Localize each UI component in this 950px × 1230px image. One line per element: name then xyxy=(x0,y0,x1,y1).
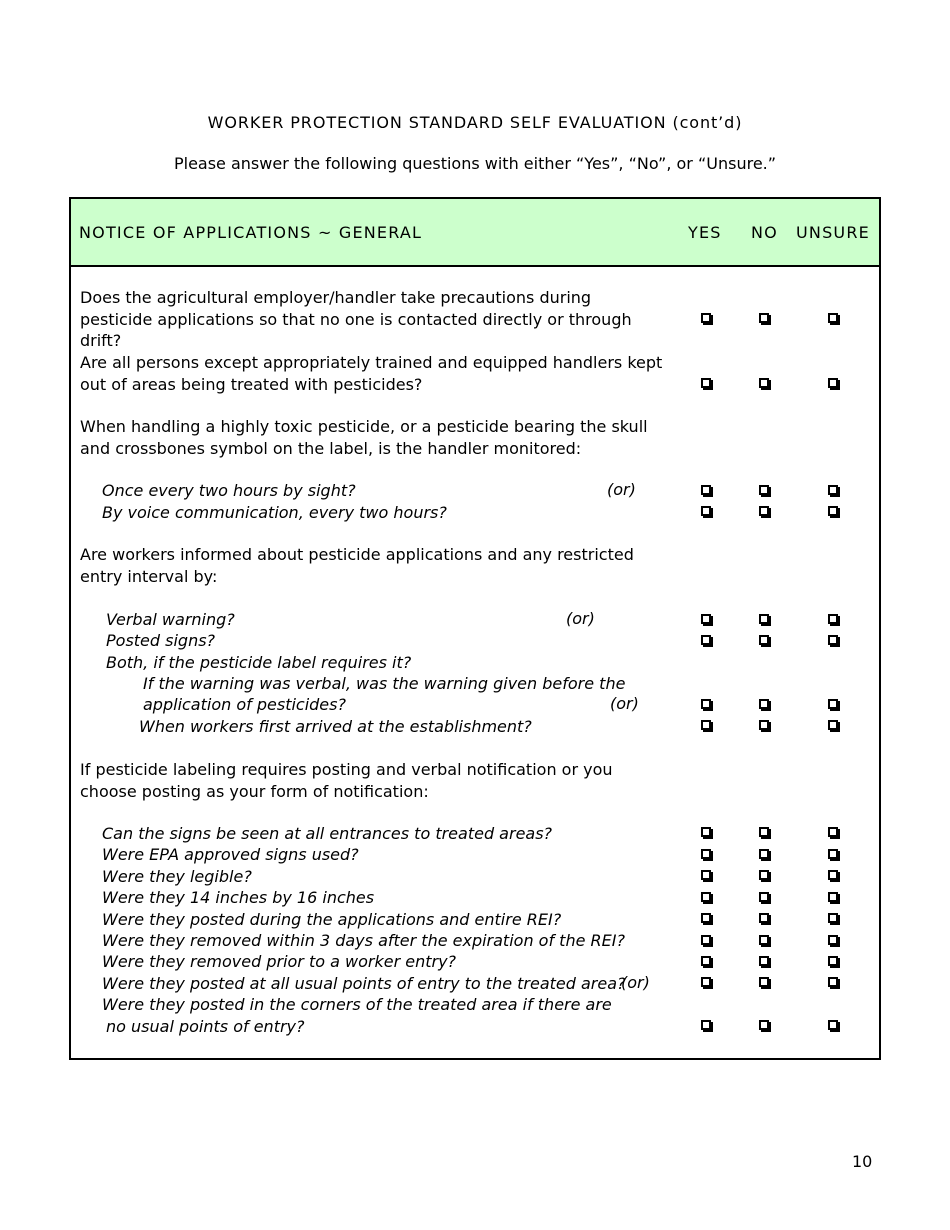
column-no: NO xyxy=(751,223,778,242)
option-removed-prior: Were they removed prior to a worker entry? xyxy=(102,952,457,971)
checkbox-yes[interactable] xyxy=(701,913,711,923)
checkbox-no[interactable] xyxy=(759,313,769,323)
checkbox-unsure[interactable] xyxy=(828,870,838,880)
instructions: Please answer the following questions with either “Yes”, “No”, or “Unsure.” xyxy=(173,154,777,173)
checkbox-unsure[interactable] xyxy=(828,1020,838,1030)
checkbox-yes[interactable] xyxy=(701,313,711,323)
checkbox-no[interactable] xyxy=(759,892,769,902)
option-both: Both, if the pesticide label requires it? xyxy=(106,653,412,672)
checkbox-yes[interactable] xyxy=(701,635,711,645)
option-sight: Once every two hours by sight? xyxy=(102,481,356,500)
option-posted-during: Were they posted during the applications and entire REI? xyxy=(102,910,562,929)
checkbox-unsure[interactable] xyxy=(828,506,838,516)
evaluation-table xyxy=(69,197,881,1060)
checkbox-unsure[interactable] xyxy=(828,699,838,709)
checkbox-unsure[interactable] xyxy=(828,614,838,624)
page-number: 10 xyxy=(852,1152,873,1171)
checkbox-unsure[interactable] xyxy=(828,635,838,645)
checkbox-yes[interactable] xyxy=(701,935,711,945)
option-warning-before: If the warning was verbal, was the warning given before the xyxy=(143,674,626,693)
checkbox-yes[interactable] xyxy=(701,849,711,859)
checkbox-yes[interactable] xyxy=(701,614,711,624)
checkbox-unsure[interactable] xyxy=(828,935,838,945)
checkbox-yes[interactable] xyxy=(701,977,711,987)
option-posted-entry-points: Were they posted at all usual points of entry to the treated area? xyxy=(102,974,626,993)
checkbox-unsure[interactable] xyxy=(828,977,838,987)
checkbox-no[interactable] xyxy=(759,506,769,516)
checkbox-yes[interactable] xyxy=(701,827,711,837)
question-handler-monitored: When handling a highly toxic pesticide, or a pesticide bearing the skull and crossbones symbol on the label, is the handler monitored: xyxy=(80,417,648,458)
column-unsure: UNSURE xyxy=(796,223,870,242)
section-title: NOTICE OF APPLICATIONS ~ GENERAL xyxy=(79,223,423,242)
question-workers-informed: Are workers informed about pesticide applications and any restricted entry interval by: xyxy=(80,545,634,586)
or-label: (or) xyxy=(566,609,595,628)
checkbox-no[interactable] xyxy=(759,485,769,495)
option-posted-corners: Were they posted in the corners of the treated area if there are xyxy=(102,995,612,1014)
option-verbal-warning: Verbal warning? xyxy=(106,610,235,629)
option-size: Were they 14 inches by 16 inches xyxy=(102,888,375,907)
checkbox-no[interactable] xyxy=(759,827,769,837)
option-warning-before-cont: application of pesticides? xyxy=(143,695,346,714)
question-persons-kept-out: Are all persons except appropriately trained and equipped handlers kept out of areas being treated with pesticides? xyxy=(80,353,663,394)
checkbox-no[interactable] xyxy=(759,720,769,730)
checkbox-yes[interactable] xyxy=(701,1020,711,1030)
or-label: (or) xyxy=(621,973,650,992)
option-first-arrived: When workers first arrived at the establishment? xyxy=(139,717,532,736)
checkbox-yes[interactable] xyxy=(701,956,711,966)
option-epa-signs: Were EPA approved signs used? xyxy=(102,845,359,864)
checkbox-no[interactable] xyxy=(759,849,769,859)
checkbox-yes[interactable] xyxy=(701,892,711,902)
checkbox-no[interactable] xyxy=(759,977,769,987)
checkbox-no[interactable] xyxy=(759,935,769,945)
checkbox-no[interactable] xyxy=(759,913,769,923)
checkbox-no[interactable] xyxy=(759,870,769,880)
table-header xyxy=(71,199,879,267)
checkbox-no[interactable] xyxy=(759,1020,769,1030)
checkbox-unsure[interactable] xyxy=(828,892,838,902)
option-signs-seen: Can the signs be seen at all entrances to treated areas? xyxy=(102,824,553,843)
checkbox-unsure[interactable] xyxy=(828,485,838,495)
checkbox-no[interactable] xyxy=(759,614,769,624)
checkbox-yes[interactable] xyxy=(701,699,711,709)
checkbox-yes[interactable] xyxy=(701,378,711,388)
or-label: (or) xyxy=(607,480,636,499)
option-posted-corners-cont: no usual points of entry? xyxy=(106,1017,305,1036)
checkbox-unsure[interactable] xyxy=(828,956,838,966)
checkbox-unsure[interactable] xyxy=(828,913,838,923)
checkbox-unsure[interactable] xyxy=(828,849,838,859)
checkbox-yes[interactable] xyxy=(701,485,711,495)
page-title: WORKER PROTECTION STANDARD SELF EVALUATION (cont’d) xyxy=(207,113,743,132)
option-legible: Were they legible? xyxy=(102,867,252,886)
checkbox-no[interactable] xyxy=(759,635,769,645)
column-yes: YES xyxy=(688,223,722,242)
question-posting: If pesticide labeling requires posting and verbal notification or you choose posting as your form of notification: xyxy=(80,760,613,801)
checkbox-yes[interactable] xyxy=(701,720,711,730)
option-voice: By voice communication, every two hours? xyxy=(102,503,447,522)
option-removed-3-days: Were they removed within 3 days after the expiration of the REI? xyxy=(102,931,625,950)
checkbox-no[interactable] xyxy=(759,699,769,709)
checkbox-unsure[interactable] xyxy=(828,313,838,323)
checkbox-no[interactable] xyxy=(759,956,769,966)
checkbox-unsure[interactable] xyxy=(828,378,838,388)
question-precautions: Does the agricultural employer/handler take precautions during pesticide applications so that no one is contacted directly or through drift? xyxy=(80,288,632,350)
or-label: (or) xyxy=(610,694,639,713)
checkbox-unsure[interactable] xyxy=(828,720,838,730)
option-posted-signs: Posted signs? xyxy=(106,631,216,650)
checkbox-yes[interactable] xyxy=(701,870,711,880)
checkbox-yes[interactable] xyxy=(701,506,711,516)
checkbox-unsure[interactable] xyxy=(828,827,838,837)
checkbox-no[interactable] xyxy=(759,378,769,388)
